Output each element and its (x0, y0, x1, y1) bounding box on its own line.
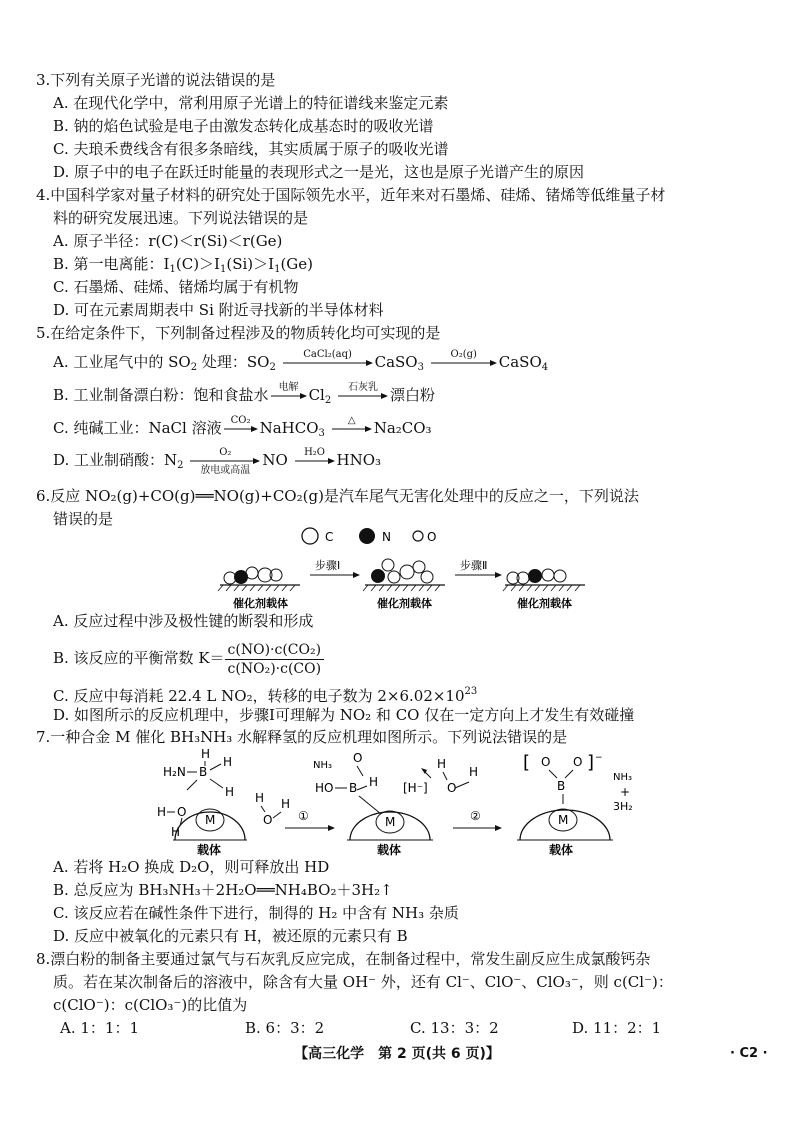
arrow-icon (295, 458, 335, 464)
q7-mechanism-diagram (135, 748, 675, 856)
q5-option-a: A. 工业尾气中的 $SO_2$ 处理：$SO_2$ CaCl₂(aq) CaSO$_3$ O₂(g) CaSO$_4$ (53, 349, 549, 373)
svg-text:B: B (199, 765, 208, 779)
svg-text:−: − (595, 753, 603, 763)
q7-option-b: B. 总反应为 BH₃NH₃＋2H₂O══NH₄BO₂＋3H₂↑ (53, 881, 393, 899)
svg-text:H: H (369, 775, 379, 789)
svg-text:HO: HO (315, 781, 334, 795)
nitrogen-atom-icon (359, 528, 375, 544)
svg-text:H: H (437, 757, 447, 771)
q5-option-b: B. 工业制备漂白粉：饱和食盐水 电解 $Cl_2$ 石灰乳 漂白粉 (53, 382, 436, 406)
carrier-label-3: 催化剂载体 (517, 597, 572, 610)
m-label-2: M (385, 815, 396, 829)
arrow-icon (431, 360, 497, 366)
svg-text:B: B (557, 779, 566, 793)
svg-text:H: H (281, 797, 291, 811)
q5-option-c: C. 纯碱工业：NaCl 溶液 CO₂ NaHCO$_3$ △ Na₂CO₃ (53, 415, 432, 439)
q8-option-d: D. 11：2：1 (572, 1019, 662, 1037)
q6-option-a: A. 反应过程中涉及极性键的断裂和形成 (53, 612, 314, 630)
plus-label: + (620, 785, 631, 799)
m-label-1: M (205, 813, 216, 827)
svg-text:H: H (469, 765, 479, 779)
q5-stem: 5.在给定条件下，下列制备过程涉及的物质转化均可实现的是 (36, 324, 441, 342)
carrier-label-1: 催化剂载体 (233, 597, 288, 610)
q6-stem-line1: 6.反应 NO₂(g)+CO(g)══NO(g)+CO₂(g)是汽车尾气无害化处理中的反应之一，下列说法 (36, 487, 639, 505)
q8-option-b: B. 6：3：2 (245, 1019, 325, 1037)
q8-stem-line1: 8.漂白粉的制备主要通过氯气与石灰乳反应完成，在制备过程中，常发生副反应生成氯酸钙杂 (36, 950, 651, 968)
q8-stem-line2: 质。若在某次制备后的溶液中，除含有大量 OH⁻ 外，还有 Cl⁻、ClO⁻、ClO₃⁻，则 c(Cl⁻)： (53, 973, 673, 991)
svg-text:H: H (223, 755, 233, 769)
q6-option-b: B. 该反应的平衡常数 K＝ $\frac{\text{c(NO)·c(CO₂)}}{\text{c(NO₂)·c(CO)}}$ (53, 638, 324, 678)
m-label-3: M (558, 813, 569, 827)
q7-option-a: A. 若将 H₂O 换成 D₂O，则可释放出 HD (53, 858, 330, 876)
q6-mechanism-diagram (215, 525, 595, 613)
arrow-icon (338, 393, 388, 399)
svg-text:H: H (171, 825, 181, 839)
arrow-icon (271, 393, 307, 399)
svg-text:[: [ (523, 752, 531, 773)
q4-option-b: B. 第一电离能：$I_1(C)>I_1(Si)>I_1(Ge)$ (53, 255, 314, 275)
paper-code: · C2 · (730, 1046, 768, 1061)
legend-n-label: N (382, 530, 391, 544)
q5-a-arrow1-label: CaCl₂(aq) (303, 349, 352, 360)
carrier-label-2: 载体 (377, 843, 402, 856)
q4-option-a: A. 原子半径：r(C)＜r(Si)＜r(Ge) (53, 232, 283, 250)
step2-label: ② (470, 809, 481, 823)
carrier-label-3: 载体 (549, 843, 574, 856)
svg-text:H: H (157, 805, 167, 819)
arrow-icon (283, 360, 373, 366)
svg-text:O: O (447, 781, 457, 795)
step1-label: 步骤Ⅰ (315, 559, 341, 572)
svg-text:H₂N: H₂N (163, 765, 186, 779)
step2-label: 步骤Ⅱ (460, 559, 488, 572)
q4-option-d: D. 可在元素周期表中 Si 附近寻找新的半导体材料 (53, 301, 384, 319)
q3-option-b: B. 钠的焰色试验是电子由激发态转化成基态时的吸收光谱 (53, 117, 434, 135)
q4-stem-line2: 料的研究发展迅速。下列说法错误的是 (53, 209, 309, 227)
q3-option-a: A. 在现代化学中，常利用原子光谱上的特征谱线来鉴定元素 (53, 94, 449, 112)
equilibrium-constant-fraction: $\frac{\text{c(NO)·c(CO₂)}}{\text{c(NO₂)·c(CO)}}$ (225, 641, 325, 678)
svg-text:O: O (573, 755, 583, 769)
svg-text:O: O (263, 813, 273, 827)
q6-stem-line2: 错误的是 (53, 510, 114, 528)
q7-option-c: C. 该反应若在碱性条件下进行，制得的 H₂ 中含有 NH₃ 杂质 (53, 904, 459, 922)
svg-text:H: H (201, 748, 211, 761)
legend-o-label: O (427, 530, 437, 544)
carrier-label-1: 载体 (197, 843, 222, 856)
page-footer: 【高三化学 第 2 页(共 6 页)】 (294, 1046, 500, 1062)
q8-stem-line3: c(ClO⁻)：c(ClO₃⁻)的比值为 (53, 996, 248, 1014)
q6-option-c: C. 反应中每消耗 22.4 L NO₂，转移的电子数为 $2\times 6.02\times 10^{23}$ (53, 686, 478, 705)
arrow-icon (224, 426, 258, 432)
arrow-icon (332, 426, 372, 432)
q3-stem: 3.下列有关原子光谱的说法错误的是 (36, 71, 276, 89)
svg-text:O: O (541, 755, 551, 769)
nh3-label-1: NH₃ (313, 760, 333, 771)
svg-text:[H⁻]: [H⁻] (403, 781, 428, 795)
step1-label: ① (298, 809, 309, 823)
q3-option-c: C. 夫琅禾费线含有很多条暗线，其实质属于原子的吸收光谱 (53, 140, 449, 158)
q5-option-d: D. 工业制硝酸：$N_2$ O₂ 放电或高温 NO H₂O HNO₃ (53, 447, 382, 476)
q7-stem: 7.一种合金 M 催化 BH₃NH₃ 水解释氢的反应机理如图所示。下列说法错误的是 (36, 728, 568, 746)
svg-text:]: ] (587, 752, 595, 773)
q4-stem-line1: 4.中国科学家对量子材料的研究处于国际领先水平，近年来对石墨烯、硅烯、锗烯等低维量子材 (36, 186, 666, 204)
q7-option-d: D. 反应中被氧化的元素只有 H，被还原的元素只有 B (53, 927, 408, 945)
carbon-atom-icon (302, 528, 318, 544)
svg-text:O: O (353, 751, 363, 765)
oxygen-atom-icon (413, 531, 423, 541)
svg-text:O: O (177, 805, 187, 819)
q3-option-d: D. 原子中的电子在跃迁时能量的表现形式之一是光，这也是原子光谱产生的原因 (53, 163, 585, 181)
legend-c-label: C (325, 530, 334, 544)
arrow-icon (190, 458, 260, 464)
q8-option-c: C. 13：3：2 (410, 1019, 499, 1037)
q6-option-d: D. 如图所示的反应机理中，步骤Ⅰ可理解为 NO₂ 和 CO 仅在一定方向上才发生有效碰撞 (53, 706, 635, 724)
svg-text:B: B (349, 781, 358, 795)
nh3-label-2: NH₃ (613, 772, 633, 783)
h2-label: 3H₂ (613, 800, 633, 813)
svg-text:H: H (255, 791, 265, 805)
svg-text:H: H (225, 785, 235, 799)
carrier-label-2: 催化剂载体 (377, 597, 432, 610)
q8-option-a: A. 1：1：1 (60, 1019, 139, 1037)
q4-option-c: C. 石墨烯、硅烯、锗烯均属于有机物 (53, 278, 299, 296)
